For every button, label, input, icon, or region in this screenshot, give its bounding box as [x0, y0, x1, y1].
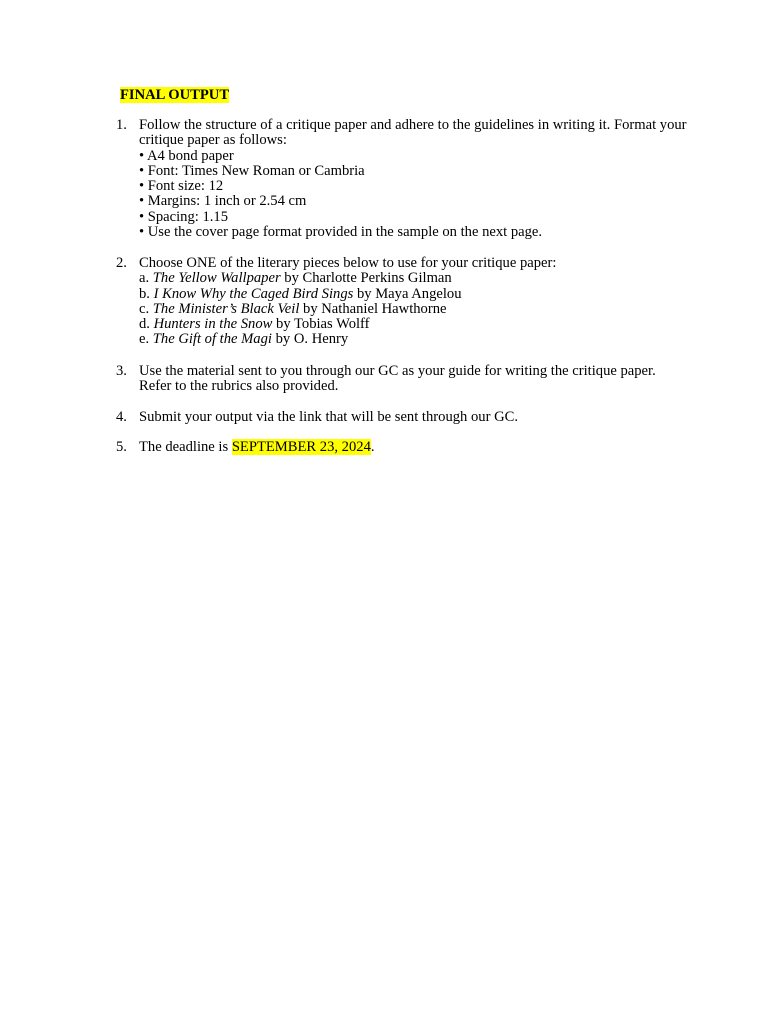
item-number: 1.: [116, 117, 127, 133]
option-author: by Nathaniel Hawthorne: [299, 300, 447, 317]
instruction-item-5: [116, 440, 676, 455]
option-title: I Know Why the Caged Bird Sings: [153, 285, 354, 302]
format-bullet: • Spacing: 1.15: [139, 208, 229, 225]
literary-option-a: [139, 271, 676, 286]
option-author: by Maya Angelou: [353, 285, 462, 302]
format-bullet: • Font size: 12: [139, 178, 224, 195]
option-letter: d.: [139, 316, 154, 333]
item-text-line: Use the material sent to you through our GC as your guide for writing the critique paper.: [139, 363, 656, 379]
option-title: The Minister’s Black Veil: [152, 300, 300, 317]
item-number: 2.: [116, 255, 127, 271]
option-author: by Charlotte Perkins Gilman: [280, 270, 452, 287]
option-letter: e.: [139, 331, 153, 348]
format-bullet: • Font: Times New Roman or Cambria: [139, 162, 365, 179]
literary-option-b: [139, 287, 676, 302]
deadline-line: [139, 440, 676, 455]
item-body: [139, 440, 676, 455]
deadline-prefix: The deadline is: [139, 439, 232, 455]
format-bullet: • A4 bond paper: [139, 147, 234, 164]
option-letter: a.: [139, 270, 153, 287]
item-text-line: Submit your output via the link that will be sent through our GC.: [139, 409, 519, 425]
literary-option-e: [139, 332, 676, 347]
item-body: [139, 410, 676, 425]
option-author: by Tobias Wolff: [272, 316, 370, 333]
item-number: 3.: [116, 363, 127, 379]
item-body: [139, 364, 676, 395]
format-bullet: • Use the cover page format provided in the sample on the next page.: [139, 224, 543, 241]
option-author: by O. Henry: [271, 331, 349, 348]
item-number: 4.: [116, 409, 127, 425]
instruction-item-2: [116, 256, 676, 348]
item-body: [139, 256, 676, 348]
deadline-date: SEPTEMBER 23, 2024: [231, 439, 371, 455]
heading-highlight: FINAL OUTPUT: [120, 87, 230, 103]
item-body: [139, 117, 687, 241]
option-title: The Yellow Wallpaper: [152, 270, 281, 287]
item-text-line: Follow the structure of a critique paper and adhere to the guidelines in writing it. Format your: [139, 117, 687, 133]
item-text-line: Choose ONE of the literary pieces below to use for your critique paper:: [139, 255, 557, 271]
option-title: The Gift of the Magi: [152, 331, 272, 348]
literary-option-d: [139, 317, 676, 332]
item-number: 5.: [116, 439, 127, 455]
item-text-line: Refer to the rubrics also provided.: [139, 378, 339, 395]
instruction-item-3: [116, 364, 676, 395]
literary-option-c: [139, 302, 676, 317]
format-bullet: • Margins: 1 inch or 2.54 cm: [139, 193, 307, 210]
item-text-line: critique paper as follows:: [139, 132, 287, 149]
option-title: Hunters in the Snow: [153, 316, 273, 333]
deadline-suffix: .: [370, 439, 375, 455]
instruction-item-1: [116, 117, 687, 241]
option-letter: b.: [139, 285, 154, 302]
option-letter: c.: [139, 300, 153, 317]
instruction-item-4: [116, 410, 676, 425]
final-output-heading: [120, 87, 229, 104]
